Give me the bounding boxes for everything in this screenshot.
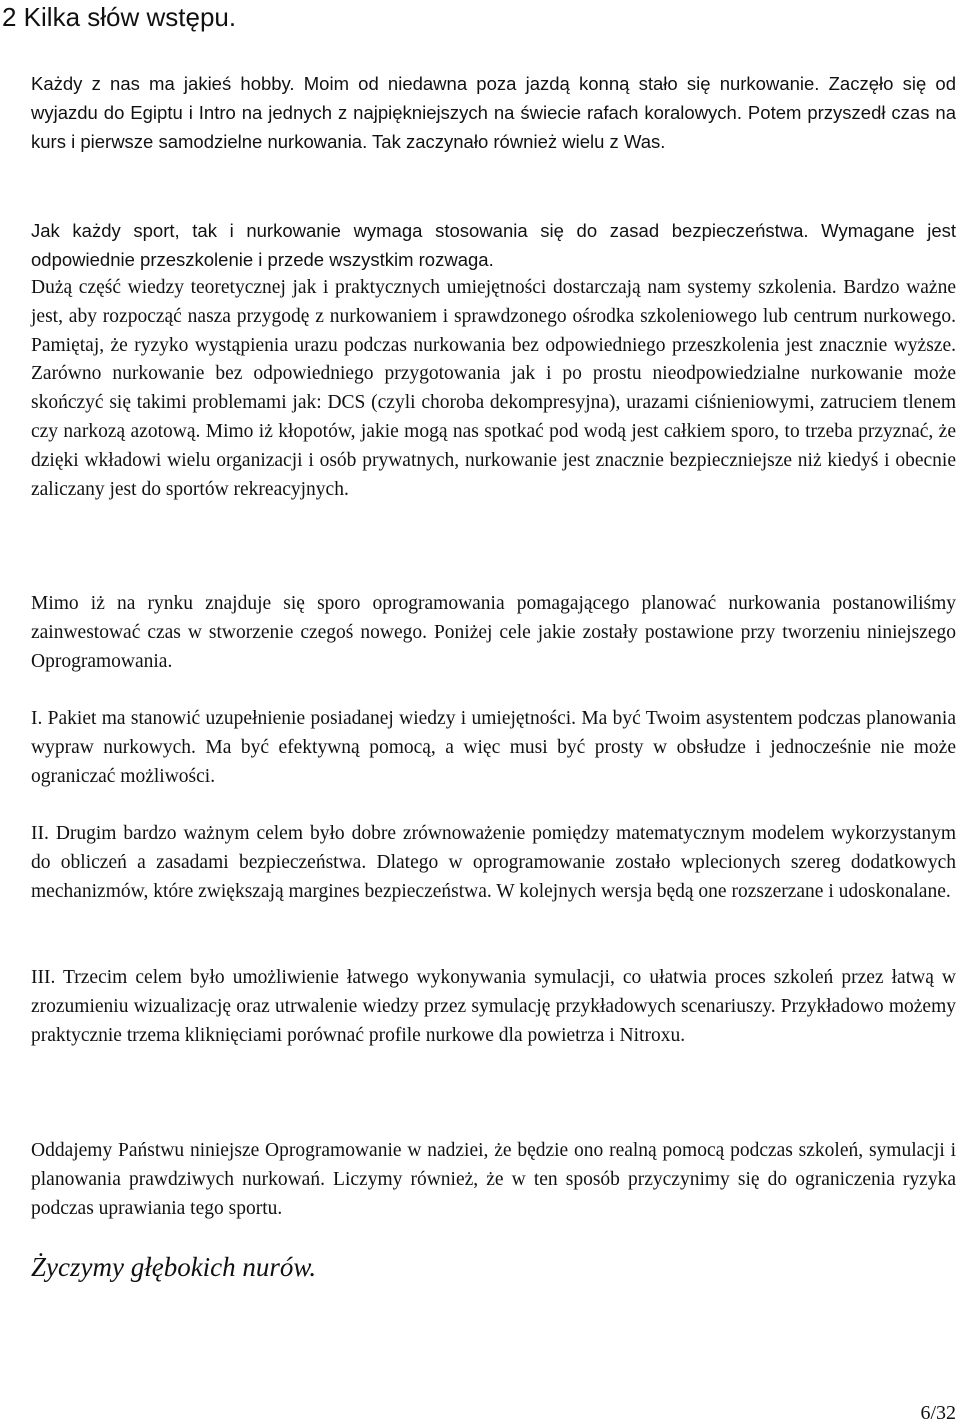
paragraph-goal-1: I. Pakiet ma stanowić uzupełnienie posiadanej wiedzy i umiejętności. Ma być Twoim asystentem podczas planowania wypraw nurkowych. Ma być efektywną pomocą, a więc musi być prosty w obsłudze i jednocześnie nie może ograniczać możliwości. <box>31 708 956 787</box>
page-number: 6/32 <box>920 1402 956 1424</box>
paragraph-safety: Jak każdy sport, tak i nurkowanie wymaga stosowania się do zasad bezpieczeństwa. Wymagane jest odpowiednie przeszkolenie i przede wszystkim rozwaga. <box>31 220 956 270</box>
paragraph-goal-2: II. Drugim bardzo ważnym celem było dobre zrównoważenie pomiędzy matematycznym modelem wykorzystanym do obliczeń a zasadami bezpieczeństwa. Dlatego w oprogramowanie zostało wplecionych szereg dodatkowych mechanizmów, które zwiększają margines bezpieczeństwa. W kolejnych wersja będą one rozszerzane i udoskonalane. <box>31 823 956 902</box>
paragraph-intro: Każdy z nas ma jakieś hobby. Moim od niedawna poza jazdą konną stało się nurkowanie. Zaczęło się od wyjazdu do Egiptu i Intro na jednych z najpiękniejszych na świecie rafach koralowych. Potem przyszedł czas na kurs i pierwsze samodzielne nurkowania. Tak zaczynało również wielu z Was. <box>31 73 956 152</box>
paragraph-goal-3: III. Trzecim celem było umożliwienie łatwego wykonywania symulacji, co ułatwia proces szkoleń przez łatwą w zrozumieniu wizualizację oraz utrwalenie wiedzy przez symulację przykładowych scenariuszy. Przykładowo możemy praktycznie trzema kliknięciami porównać profile nurkowe dla powietrza i Nitroxu. <box>31 967 956 1046</box>
paragraph-training: Dużą część wiedzy teoretycznej jak i praktycznych umiejętności dostarczają nam systemy szkolenia. Bardzo ważne jest, aby rozpocząć nasza przygodę z nurkowaniem i sprawdzonego ośrodka szkoleniowego lub centrum nurkowego. Pamiętaj, że ryzyko wystąpienia urazu podczas nurkowania bez odpowiedniego przeszkolenia jest znacznie wyższe. Zarówno nurkowanie bez odpowiedniego przygotowania jak i po prostu nieodpowiedzialne nurkowanie może skończyć się takimi problemami jak: DCS (czyli choroba dekompresyjna), urazami ciśnieniowymi, zatruciem tlenem czy narkozą azotową. Mimo iż kłopotów, jakie mogą nas spotkać pod wodą jest całkiem sporo, to trzeba przyznać, że dzięki wkładowi wielu organizacji i osób prywatnych, nurkowanie jest znacznie bezpieczniejsze niż kiedyś i obecnie zaliczany jest do sportów rekreacyjnych. <box>31 277 956 500</box>
section-heading: 2 Kilka słów wstępu. <box>2 2 237 32</box>
paragraph-conclusion: Oddajemy Państwu niniejsze Oprogramowanie w nadziei, że będzie ono realną pomocą podczas szkoleń, symulacji i planowania prawdziwych nurkowań. Liczymy również, że w ten sposób przyczynimy się do ograniczenia ryzyka podczas uprawiania tego sportu. <box>31 1140 956 1219</box>
closing-wish: Życzymy głębokich nurów. <box>31 1252 317 1282</box>
paragraph-software: Mimo iż na rynku znajduje się sporo oprogramowania pomagającego planować nurkowania postanowiliśmy zainwestować czas w stworzenie czegoś nowego. Poniżej cele jakie zostały postawione przy tworzeniu niniejszego Oprogramowania. <box>31 593 956 672</box>
